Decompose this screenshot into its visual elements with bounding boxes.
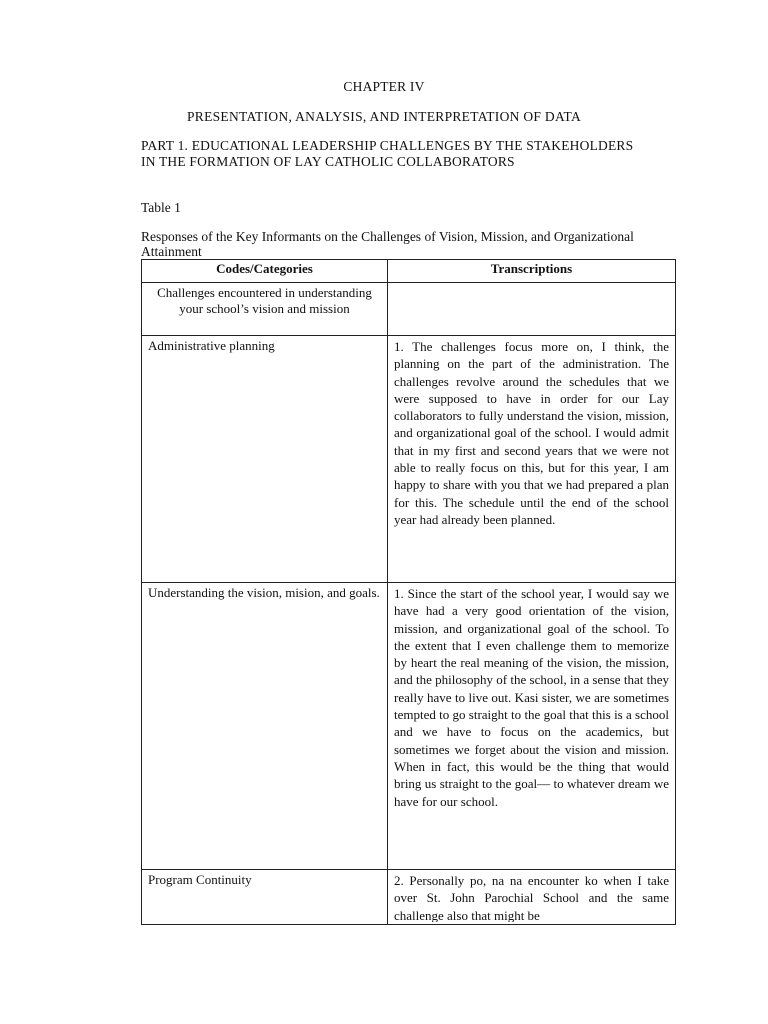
table-header-row [142, 260, 676, 283]
transcription-cell: 1. Since the start of the school year, I would say we have had a very good orientation of the vision, mission, and organizational goal of the school. To the extent that I even challenge them to memorize by heart the real meaning of the vision, the mission, and the philosophy of the school, in a sense that they really have to live out. Kasi sister, we are sometimes tempted to go straight to the goal that this is a school and we have to focus on the academics, but sometimes we forget about the vision and mission. When in fact, this would be the thing that would bring us straight to the goal— to whatever dream we have for our school. [387, 583, 675, 870]
chapter-heading: CHAPTER IV [343, 79, 425, 94]
code-cell: Program Continuity [142, 870, 388, 925]
table-row [142, 583, 676, 870]
table-caption: Responses of the Key Informants on the Challenges of Vision, Mission, and Organizational Attainment [141, 229, 634, 259]
responses-table [141, 259, 676, 925]
header-transcriptions: Transcriptions [387, 260, 675, 283]
table-row [142, 283, 676, 336]
empty-cell [387, 283, 675, 336]
category-cell: Challenges encountered in understanding your school’s vision and mission [142, 283, 388, 336]
chapter-subtitle: PRESENTATION, ANALYSIS, AND INTERPRETATION OF DATA [186, 109, 582, 124]
transcription-text: 2. Personally po, na na encounter ko when I take over St. John Parochial School and the same challenge also that might be [393, 873, 669, 922]
table-row [142, 336, 676, 583]
code-cell: Administrative planning [142, 336, 388, 583]
transcription-cell: 1. The challenges focus more on, I think, the planning on the part of the administration. The challenges revolve around the schedules that we were supposed to have in order for our Lay collaborators to fully understand the vision, mission, and organizational goal of the school. I would admit that in my first and second years that we were not able to really focus on this, but for this year, I am happy to share with you that we had prepared a plan for this. The schedule until the end of the school year had already been planned. [387, 336, 675, 583]
header-codes: Codes/Categories [142, 260, 388, 283]
table-label: Table 1 [141, 200, 181, 215]
table-row [142, 870, 676, 925]
part-heading: PART 1. EDUCATIONAL LEADERSHIP CHALLENGES BY THE STAKEHOLDERS IN THE FORMATION OF LAY CATHOLIC COLLABORATORS [141, 138, 634, 169]
transcription-cell [387, 870, 675, 925]
code-cell: Understanding the vision, mision, and goals. [142, 583, 388, 870]
